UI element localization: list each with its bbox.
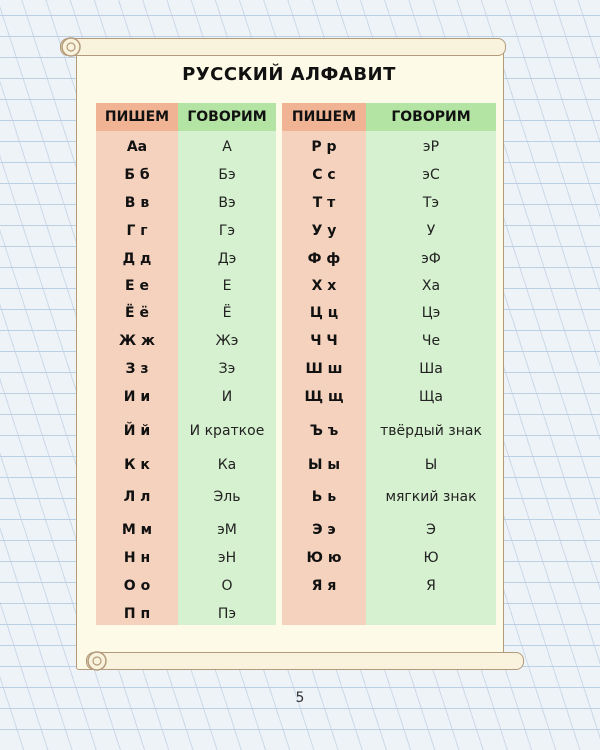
right-say-cell: Че bbox=[421, 333, 441, 349]
right-write-cell: Ь ь bbox=[311, 489, 337, 505]
scroll-curl-bottom-icon bbox=[86, 650, 108, 672]
right-say-cell: Ы bbox=[424, 457, 438, 473]
left-write-cell: Е е bbox=[125, 278, 149, 294]
right-say-cell: мягкий знак bbox=[385, 489, 477, 505]
scroll-curl-top-icon bbox=[60, 36, 82, 58]
left-write-cell: И и bbox=[123, 389, 151, 405]
left-say-cell: Вэ bbox=[218, 195, 236, 211]
right-write-cell: Х х bbox=[311, 278, 337, 294]
left-write-cell: Г г bbox=[126, 223, 148, 239]
left-write-cell: Ё ё bbox=[125, 305, 149, 321]
right-write-cell: Щ щ bbox=[304, 389, 344, 405]
right-say-cell: Ща bbox=[419, 389, 443, 405]
left-say-cell: И краткое bbox=[189, 423, 265, 439]
scroll-bottom-roll bbox=[86, 652, 524, 670]
left-write-cell: Аа bbox=[126, 139, 148, 155]
right-write-cell: С с bbox=[312, 167, 336, 183]
right-write-cell: Ы ы bbox=[307, 457, 341, 473]
scroll-top-roll bbox=[60, 38, 506, 56]
right-say-cell: У bbox=[426, 223, 436, 239]
right-write-cell: Ч Ч bbox=[310, 333, 338, 349]
right-say-cell: эФ bbox=[421, 251, 441, 267]
right-say-column bbox=[366, 103, 496, 625]
left-say-column bbox=[178, 103, 276, 625]
left-write-cell: Л л bbox=[123, 489, 151, 505]
left-say-cell: Зэ bbox=[218, 361, 236, 377]
header-write-right: ПИШЕМ bbox=[282, 103, 366, 131]
right-write-cell: Р р bbox=[311, 139, 337, 155]
left-write-cell: Й й bbox=[123, 423, 151, 439]
page-title: РУССКИЙ АЛФАВИТ bbox=[182, 64, 396, 85]
right-say-cell: Я bbox=[426, 578, 436, 594]
left-say-cell: эМ bbox=[217, 522, 237, 538]
header-write-left: ПИШЕМ bbox=[96, 103, 178, 131]
left-write-cell: Б б bbox=[124, 167, 150, 183]
left-say-cell: Эль bbox=[213, 489, 241, 505]
left-say-cell: Пэ bbox=[217, 606, 237, 622]
left-say-cell: О bbox=[221, 578, 233, 594]
right-say-cell: твёрдый знак bbox=[380, 423, 482, 439]
right-say-cell: Тэ bbox=[422, 195, 440, 211]
left-say-cell: А bbox=[222, 139, 232, 155]
right-write-cell: Ц ц bbox=[309, 305, 339, 321]
left-write-cell: М м bbox=[121, 522, 153, 538]
right-write-cell: У у bbox=[311, 223, 337, 239]
right-say-cell: эС bbox=[422, 167, 440, 183]
header-say-left: ГОВОРИМ bbox=[178, 103, 276, 131]
header-say-right: ГОВОРИМ bbox=[366, 103, 496, 131]
right-write-cell: Ъ ъ bbox=[309, 423, 339, 439]
right-write-cell: Ф ф bbox=[307, 251, 341, 267]
left-say-cell: Дэ bbox=[217, 251, 237, 267]
left-write-cell: П п bbox=[123, 606, 151, 622]
right-write-cell: Ю ю bbox=[306, 550, 342, 566]
left-say-cell: эН bbox=[217, 550, 237, 566]
left-write-cell: Д д bbox=[122, 251, 152, 267]
left-write-cell: Н н bbox=[123, 550, 151, 566]
right-write-cell: Ш ш bbox=[305, 361, 343, 377]
right-say-cell: Э bbox=[426, 522, 436, 538]
right-say-cell: Ха bbox=[421, 278, 441, 294]
left-write-column bbox=[96, 103, 178, 625]
right-say-cell: Ша bbox=[419, 361, 443, 377]
left-write-cell: К к bbox=[124, 457, 150, 473]
left-say-cell: И bbox=[221, 389, 233, 405]
left-write-cell: З з bbox=[125, 361, 149, 377]
left-say-cell: Е bbox=[222, 278, 232, 294]
left-write-cell: Ж ж bbox=[119, 333, 155, 349]
right-say-cell: Цэ bbox=[421, 305, 441, 321]
right-write-cell: Э э bbox=[312, 522, 336, 538]
page-number: 5 bbox=[295, 690, 305, 706]
right-write-cell: Т т bbox=[312, 195, 336, 211]
right-write-cell: Я я bbox=[311, 578, 337, 594]
right-say-cell: Ю bbox=[423, 550, 439, 566]
left-say-cell: Гэ bbox=[218, 223, 236, 239]
right-write-column bbox=[282, 103, 366, 625]
left-say-cell: Ка bbox=[217, 457, 237, 473]
right-say-cell: эР bbox=[422, 139, 440, 155]
left-say-cell: Ё bbox=[222, 305, 232, 321]
left-write-cell: О о bbox=[123, 578, 151, 594]
left-write-cell: В в bbox=[124, 195, 150, 211]
left-say-cell: Бэ bbox=[218, 167, 236, 183]
left-say-cell: Жэ bbox=[215, 333, 239, 349]
